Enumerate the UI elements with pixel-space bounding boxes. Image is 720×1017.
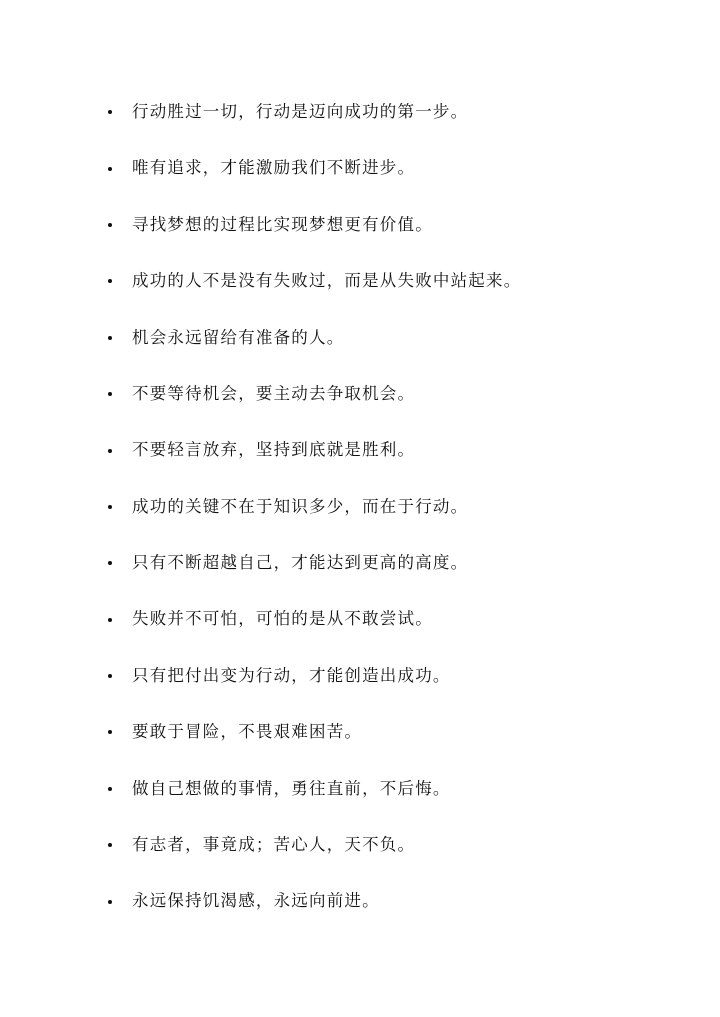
bullet-icon <box>108 167 112 171</box>
quote-text: 不要等待机会，要主动去争取机会。 <box>132 383 416 403</box>
quote-text: 成功的人不是没有失败过，而是从失败中站起来。 <box>132 271 522 291</box>
list-item <box>108 253 688 309</box>
list-item <box>108 817 688 873</box>
quote-text: 只有把付出变为行动，才能创造出成功。 <box>132 665 451 685</box>
list-item <box>108 84 688 140</box>
bullet-icon <box>108 336 112 340</box>
quote-text: 机会永远留给有准备的人。 <box>132 327 345 347</box>
bullet-icon <box>108 505 112 509</box>
quote-text: 唯有追求，才能激励我们不断进步。 <box>132 158 416 178</box>
quote-text: 行动胜过一切，行动是迈向成功的第一步。 <box>132 101 469 121</box>
list-item <box>108 422 688 478</box>
bullet-icon <box>108 449 112 453</box>
quote-text: 寻找梦想的过程比实现梦想更有价值。 <box>132 214 433 234</box>
bullet-icon <box>108 674 112 678</box>
list-item <box>108 366 688 422</box>
list-item <box>108 535 688 591</box>
bullet-icon <box>108 618 112 622</box>
list-item <box>108 592 688 648</box>
bullet-icon <box>108 110 112 114</box>
list-item <box>108 479 688 535</box>
quote-text: 要敢于冒险，不畏艰难困苦。 <box>132 722 363 742</box>
quote-text: 永远保持饥渴感，永远向前进。 <box>132 891 380 911</box>
bullet-icon <box>108 787 112 791</box>
quote-list <box>108 84 688 930</box>
bullet-icon <box>108 730 112 734</box>
quote-text: 做自己想做的事情，勇往直前，不后悔。 <box>132 778 451 798</box>
list-item <box>108 140 688 196</box>
bullet-icon <box>108 900 112 904</box>
bullet-icon <box>108 843 112 847</box>
quote-text: 失败并不可怕，可怕的是从不敢尝试。 <box>132 609 433 629</box>
list-item <box>108 704 688 760</box>
list-item <box>108 873 688 929</box>
list-item <box>108 197 688 253</box>
list-item <box>108 761 688 817</box>
bullet-icon <box>108 279 112 283</box>
quote-text: 不要轻言放弃，坚持到底就是胜利。 <box>132 440 416 460</box>
list-item <box>108 310 688 366</box>
bullet-icon <box>108 223 112 227</box>
quote-text: 成功的关键不在于知识多少，而在于行动。 <box>132 496 469 516</box>
quote-text: 只有不断超越自己，才能达到更高的高度。 <box>132 553 469 573</box>
bullet-icon <box>108 392 112 396</box>
bullet-icon <box>108 561 112 565</box>
list-item <box>108 648 688 704</box>
quote-text: 有志者，事竟成；苦心人，天不负。 <box>132 835 416 855</box>
